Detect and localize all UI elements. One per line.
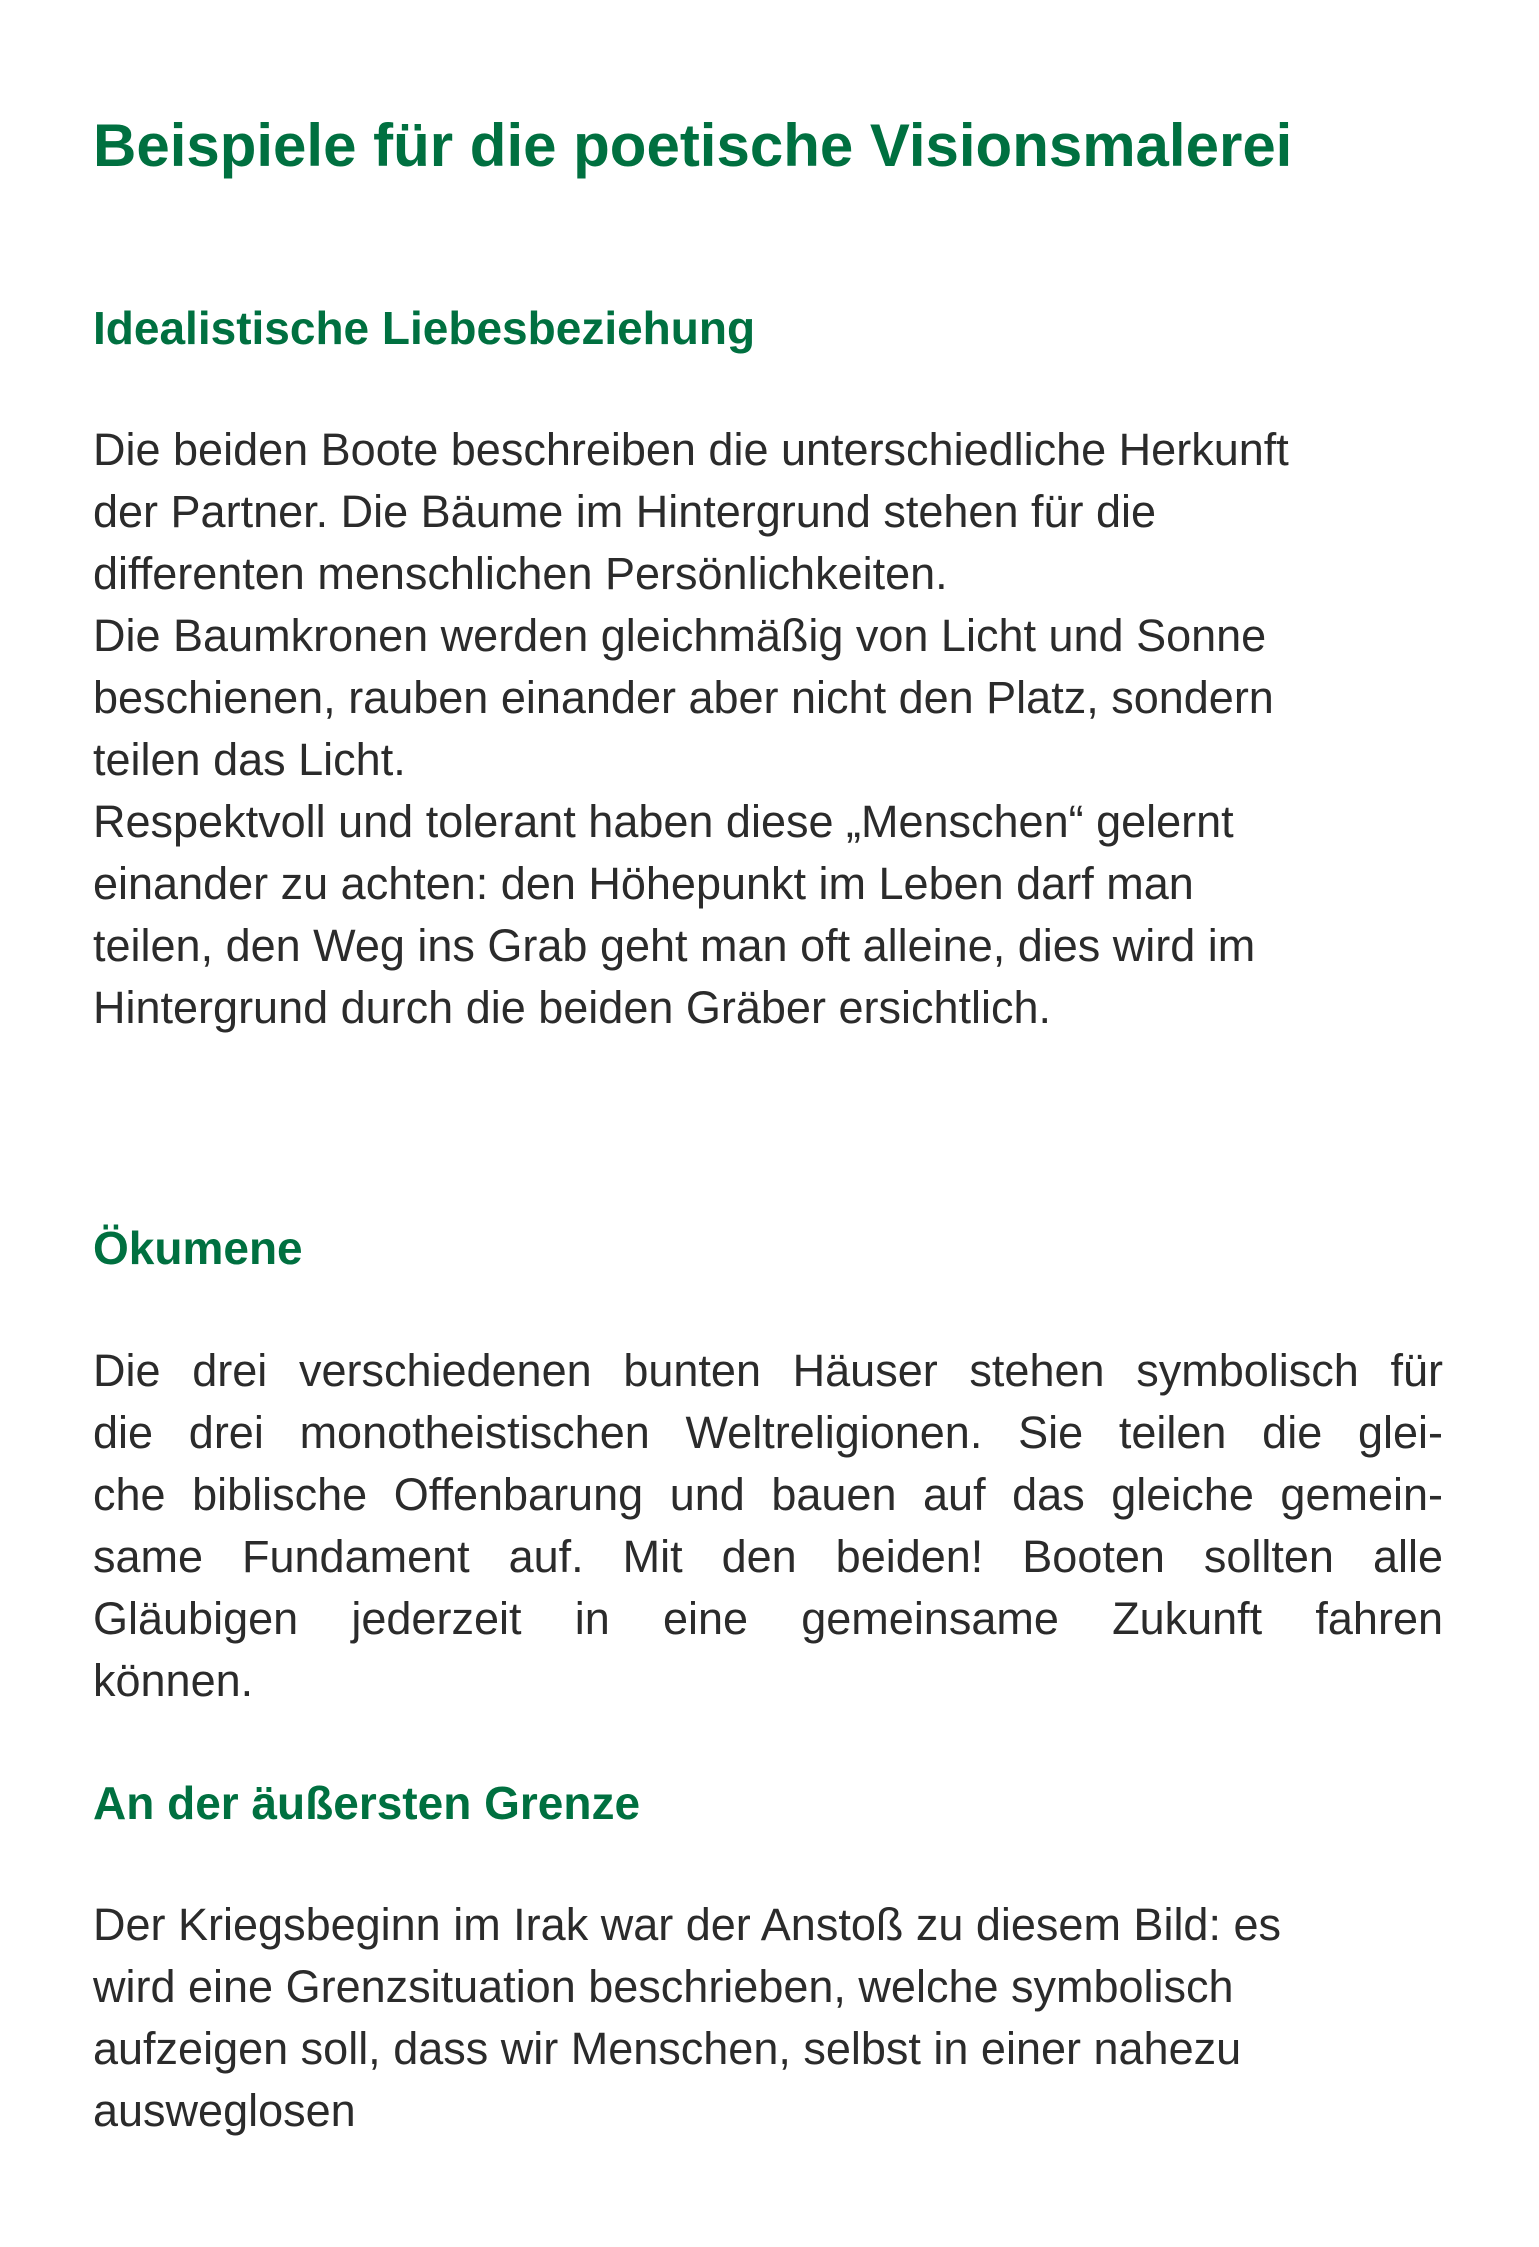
text-line: ausweglosen xyxy=(93,2085,356,2136)
text-line: können. xyxy=(93,1655,254,1706)
text-line: Die beiden Boote beschreiben die unterschiedliche Herkunft xyxy=(93,424,1289,475)
text-line: Gläubigen jederzeit in eine gemeinsame Zukunft fahren xyxy=(93,1593,1443,1644)
text-line: teilen, den Weg ins Grab geht man oft alleine, dies wird im xyxy=(93,920,1256,971)
text-line: wird eine Grenzsituation beschrieben, welche symbolisch xyxy=(93,1961,1234,2012)
text-line: Die drei verschiedenen bunten Häuser stehen symbolisch für xyxy=(93,1345,1443,1396)
text-line: der Partner. Die Bäume im Hintergrund stehen für die xyxy=(93,486,1157,537)
text-line: die drei monotheistischen Weltreligionen. Sie teilen die glei- xyxy=(93,1407,1443,1458)
section-heading-liebesbeziehung: Idealistische Liebesbeziehung xyxy=(93,302,756,354)
text-line: che biblische Offenbarung und bauen auf das gleiche gemein- xyxy=(93,1469,1443,1520)
section-heading-oekumene: Ökumene xyxy=(93,1222,303,1274)
text-line: einander zu achten: den Höhepunkt im Leben darf man xyxy=(93,858,1194,909)
text-line: aufzeigen soll, dass wir Menschen, selbst in einer nahezu xyxy=(93,2023,1242,2074)
text-line: beschienen, rauben einander aber nicht den Platz, sondern xyxy=(93,672,1274,723)
text-line: same Fundament auf. Mit den beiden! Booten sollten alle xyxy=(93,1531,1443,1582)
text-line: Respektvoll und tolerant haben diese „Menschen“ gelernt xyxy=(93,796,1234,847)
text-line: Die Baumkronen werden gleichmäßig von Licht und Sonne xyxy=(93,610,1267,661)
section-body-grenze xyxy=(93,1894,1443,2142)
section-heading-grenze: An der äußersten Grenze xyxy=(93,1777,641,1829)
page-title: Beispiele für die poetische Visionsmalerei xyxy=(93,112,1293,179)
text-line: Der Kriegsbeginn im Irak war der Anstoß zu diesem Bild: es xyxy=(93,1899,1281,1950)
section-body-oekumene xyxy=(93,1340,1443,1712)
text-line: teilen das Licht. xyxy=(93,734,406,785)
text-line: Hintergrund durch die beiden Gräber ersichtlich. xyxy=(93,982,1052,1033)
text-line: differenten menschlichen Persönlichkeiten. xyxy=(93,548,948,599)
section-body-liebesbeziehung xyxy=(93,419,1443,1039)
